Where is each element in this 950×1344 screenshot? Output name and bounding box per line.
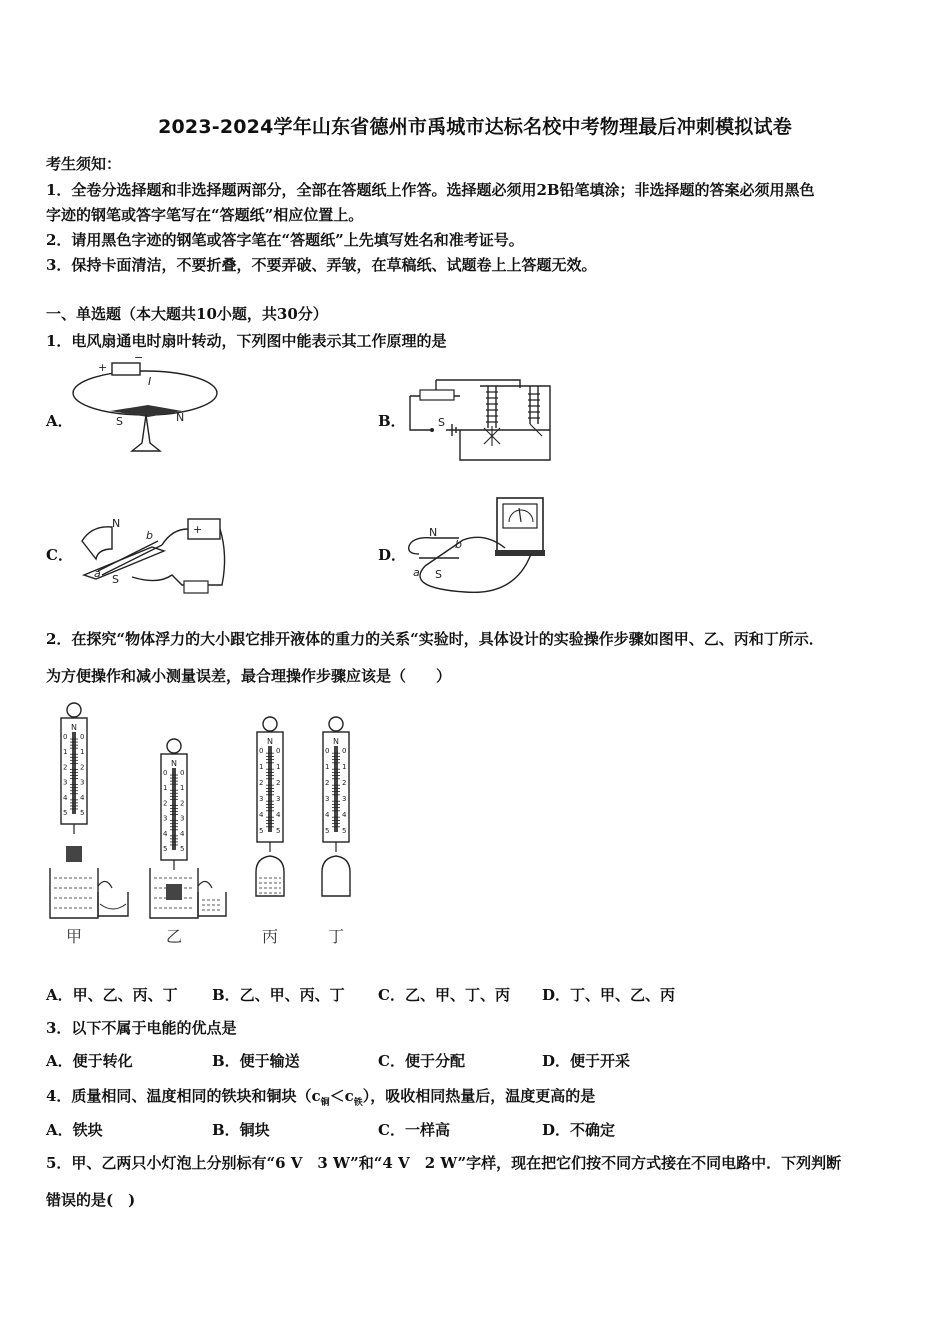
beaker (50, 868, 98, 918)
q1-option-b[interactable]: B． (378, 412, 406, 430)
figure-a-oersted (70, 351, 220, 465)
q1-option-a[interactable]: A． (46, 412, 73, 430)
scale-spring (334, 746, 338, 832)
scale-tick-label: 4 (342, 811, 347, 819)
scale-tick-label: 1 (180, 784, 185, 793)
question-5-stem: 错误的是( ) (46, 1191, 136, 1209)
scale-tick-label: 2 (180, 799, 185, 808)
scale-ring (263, 717, 277, 731)
q2-option-d[interactable]: D．丁、甲、乙、丙 (542, 986, 676, 1004)
scale-tick-label: 5 (180, 845, 185, 853)
scale-tick-label: 4 (325, 811, 330, 819)
q1-option-c[interactable]: C． (46, 546, 73, 564)
scale-tick-label: 3 (80, 778, 85, 787)
figure-b-electromagnet (400, 372, 560, 464)
scale-unit: N (333, 737, 339, 746)
scale-tick-label: 3 (163, 814, 168, 823)
figure-label-jia: 甲 (66, 927, 83, 946)
q3-option-b[interactable]: B．便于输送 (212, 1052, 300, 1070)
svg-text:a: a (94, 567, 101, 580)
svg-text:N: N (429, 526, 438, 539)
scale-unit: N (171, 759, 177, 768)
scale-tick-label: 2 (325, 779, 330, 787)
q4-option-b[interactable]: B．铜块 (212, 1121, 270, 1139)
scale-tick-label: 4 (80, 793, 85, 802)
q1-option-d[interactable]: D． (378, 546, 407, 564)
scale-tick-label: 4 (259, 811, 264, 819)
q2-option-c[interactable]: C．乙、甲、丁、丙 (378, 986, 510, 1004)
figure-label-yi: 乙 (166, 927, 183, 946)
scale-tick-label: 1 (276, 763, 281, 771)
scale-tick-label: 5 (163, 845, 168, 853)
scale-tick-label: 0 (259, 747, 264, 755)
scale-tick-label: 1 (342, 763, 347, 771)
scale-tick-label: 3 (180, 814, 185, 823)
figure-d-generator-principle (405, 492, 555, 598)
svg-text:S: S (435, 568, 442, 581)
scale-tick-label: 0 (342, 747, 347, 755)
svg-text:b: b (146, 529, 153, 542)
scale-tick-label: 5 (80, 809, 85, 817)
q4-option-a[interactable]: A．铁块 (46, 1121, 103, 1139)
svg-text:a: a (413, 566, 420, 579)
scale-tick-label: 4 (163, 829, 168, 838)
svg-text:+: + (193, 523, 203, 536)
q3-option-d[interactable]: D．便于开采 (542, 1052, 631, 1070)
scale-spring (268, 746, 272, 832)
scale-tick-label: 3 (259, 795, 264, 803)
scale-tick-label: 5 (63, 809, 68, 817)
svg-text:b: b (455, 538, 462, 551)
scale-tick-label: 3 (325, 795, 330, 803)
spout (98, 881, 112, 888)
section-heading: 一、单选题（本大题共10小题，共30分） (46, 305, 328, 323)
scale-tick-label: 1 (259, 763, 264, 771)
figure-label-bing: 丙 (262, 927, 279, 946)
scale-ring (329, 717, 343, 731)
q4-option-d[interactable]: D．不确定 (542, 1121, 616, 1139)
notice-heading: 考生须知： (46, 155, 122, 173)
scale-tick-label: 2 (80, 763, 85, 772)
figure-label-ding: 丁 (328, 927, 345, 946)
figure-c-motor-principle (72, 515, 232, 605)
q2-option-a[interactable]: A．甲、乙、丙、丁 (46, 986, 178, 1004)
question-3-stem: 3．以下不属于电能的优点是 (46, 1019, 237, 1037)
scale-tick-label: 2 (63, 763, 68, 772)
scale-ring (67, 703, 81, 717)
scale-tick-label: 0 (80, 733, 85, 741)
svg-text:N: N (112, 517, 121, 530)
notice-item: 3．保持卡面清洁，不要折叠，不要弄破、弄皱，在草稿纸、试题卷上上答题无效。 (46, 256, 597, 274)
scale-tick-label: 3 (63, 778, 68, 787)
scale-ring (167, 739, 181, 753)
scale-tick-label: 3 (276, 795, 281, 803)
scale-spring (172, 768, 176, 850)
notice-item: 2．请用黑色字迹的钢笔或答字笔在“答题纸”上先填写姓名和准考证号。 (46, 231, 524, 249)
scale-tick-label: 2 (259, 779, 264, 787)
svg-text:−: − (134, 351, 144, 364)
object-block (166, 884, 182, 900)
scale-tick-label: 5 (259, 827, 264, 835)
spout (198, 881, 212, 888)
scale-tick-label: 2 (342, 779, 347, 787)
scale-tick-label: 1 (63, 748, 68, 757)
svg-text:S: S (116, 415, 123, 428)
question-1-stem: 1．电风扇通电时扇叶转动，下列图中能表示其工作原理的是 (46, 332, 447, 350)
notice-item: 字迹的钢笔或答字笔写在“答题纸”相应位置上。 (46, 206, 364, 224)
scale-tick-label: 1 (80, 748, 85, 757)
q3-option-c[interactable]: C．便于分配 (378, 1052, 465, 1070)
scale-tick-label: 0 (325, 747, 330, 755)
question-5-stem: 5．甲、乙两只小灯泡上分别标有“6 V 3 W”和“4 V 2 W”字样，现在把它们按不同方式接在不同电路中．下列判断 (46, 1154, 842, 1172)
scale-tick-label: 0 (163, 769, 168, 777)
scale-tick-label: 1 (163, 784, 168, 793)
cup-water (100, 904, 126, 909)
scale-tick-label: 2 (163, 799, 168, 808)
q4-option-c[interactable]: C．一样高 (378, 1121, 450, 1139)
svg-text:S: S (112, 573, 119, 586)
scale-tick-label: 4 (63, 793, 68, 802)
question-4-stem: 4．质量相同、温度相同的铁块和铜块$(c_铜<c_铁)$，吸收相同热量后，温度更高的是 (46, 1087, 596, 1108)
question-2-stem: 为方便操作和减小测量误差，最合理操作步骤应该是（ ） (46, 667, 452, 685)
notice-item: 1．全卷分选择题和非选择题两部分，全部在答题纸上作答。选择题必须用2B铅笔填涂；非选择题的答案必须用黑色 (46, 181, 815, 199)
scale-tick-label: 0 (276, 747, 281, 755)
scale-tick-label: 4 (180, 829, 185, 838)
scale-unit: N (267, 737, 273, 746)
figure-spring-scales (44, 700, 374, 950)
small-cup (98, 892, 128, 916)
cup-with-water (256, 856, 284, 896)
svg-text:I: I (148, 375, 152, 388)
small-cup (198, 892, 226, 916)
page-title: 2023-2024学年山东省德州市禹城市达标名校中考物理最后冲刺模拟试卷 (158, 116, 792, 138)
scale-tick-label: 5 (276, 827, 281, 835)
svg-text:N: N (176, 411, 185, 424)
q2-option-b[interactable]: B．乙、甲、丙、丁 (212, 986, 345, 1004)
scale-tick-label: 1 (325, 763, 330, 771)
scale-tick-label: 2 (276, 779, 281, 787)
scale-tick-label: 0 (63, 733, 68, 741)
scale-tick-label: 5 (325, 827, 330, 835)
scale-tick-label: 4 (276, 811, 281, 819)
empty-cup (322, 856, 350, 896)
scale-unit: N (71, 723, 77, 732)
object-block (66, 846, 82, 862)
scale-tick-label: 5 (342, 827, 347, 835)
scale-spring (72, 732, 76, 814)
svg-text:+: + (98, 361, 108, 374)
q3-option-a[interactable]: A．便于转化 (46, 1052, 133, 1070)
question-2-stem: 2．在探究“物体浮力的大小跟它排开液体的重力的关系“实验时，具体设计的实验操作步骤如图甲、乙、丙和丁所示． (46, 630, 824, 648)
scale-tick-label: 3 (342, 795, 347, 803)
svg-text:S: S (438, 416, 445, 429)
scale-tick-label: 0 (180, 769, 185, 777)
